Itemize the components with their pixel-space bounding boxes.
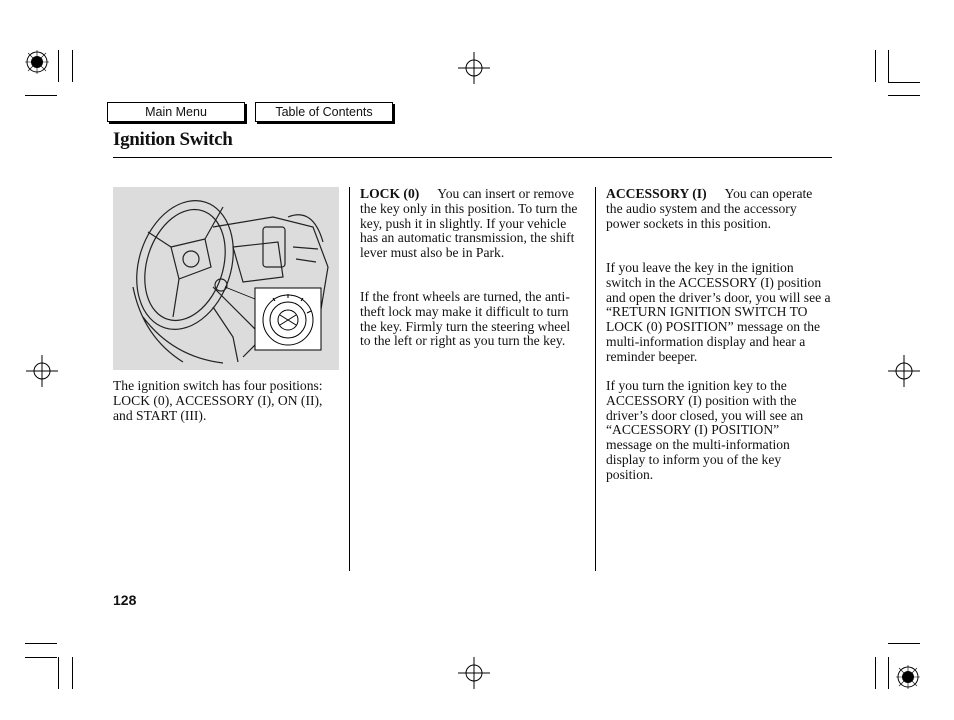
table-of-contents-button[interactable]: Table of Contents (255, 102, 393, 122)
accessory-text: You can operate the audio system and the accessory power sockets in this position. (606, 186, 813, 231)
lock-heading: LOCK (0) (360, 186, 420, 201)
registration-mark-icon (25, 50, 49, 74)
accessory-paragraph (606, 187, 832, 231)
column-divider (349, 187, 350, 571)
crosshair-icon (458, 52, 490, 84)
dashboard-drawing-icon (113, 187, 339, 370)
page-number: 128 (113, 592, 137, 608)
title-divider (113, 157, 832, 158)
accessory-paragraph-3: If you turn the ignition key to the ACCESSORY (I) position with the driver’s door closed, you will see an “ACCESSORY (I) POSITION” message on the multi-information display to inform you of the key position. (606, 378, 804, 482)
lock-paragraph-2: If the front wheels are turned, the anti-theft lock may make it difficult to turn the key. Firmly turn the steering wheel to the left or right as you turn the key. (360, 289, 571, 349)
crosshair-icon (458, 657, 490, 689)
registration-mark-icon (896, 665, 920, 689)
ignition-switch-illustration (113, 187, 339, 370)
lock-paragraph (360, 187, 584, 261)
page-title: Ignition Switch (113, 129, 233, 150)
column-divider (595, 187, 596, 571)
crosshair-icon (26, 355, 58, 387)
accessory-heading: ACCESSORY (I) (606, 186, 707, 201)
accessory-paragraph-2: If you leave the key in the ignition switch in the ACCESSORY (I) position and open the driver’s door, you will see a “RETURN IGNITION SWITCH TO LOCK (0) POSITION” message on the multi-information display and hear a reminder beeper. (606, 260, 831, 364)
lock-text: You can insert or remove the key only in this position. To turn the key, push it in slightly. If your vehicle has an automatic transmission, the shift lever must also be in Park. (360, 186, 578, 261)
crosshair-icon (888, 355, 920, 387)
main-menu-button[interactable]: Main Menu (107, 102, 245, 122)
intro-paragraph: The ignition switch has four positions: LOCK (0), ACCESSORY (I), ON (II), and START (III). (113, 378, 323, 423)
